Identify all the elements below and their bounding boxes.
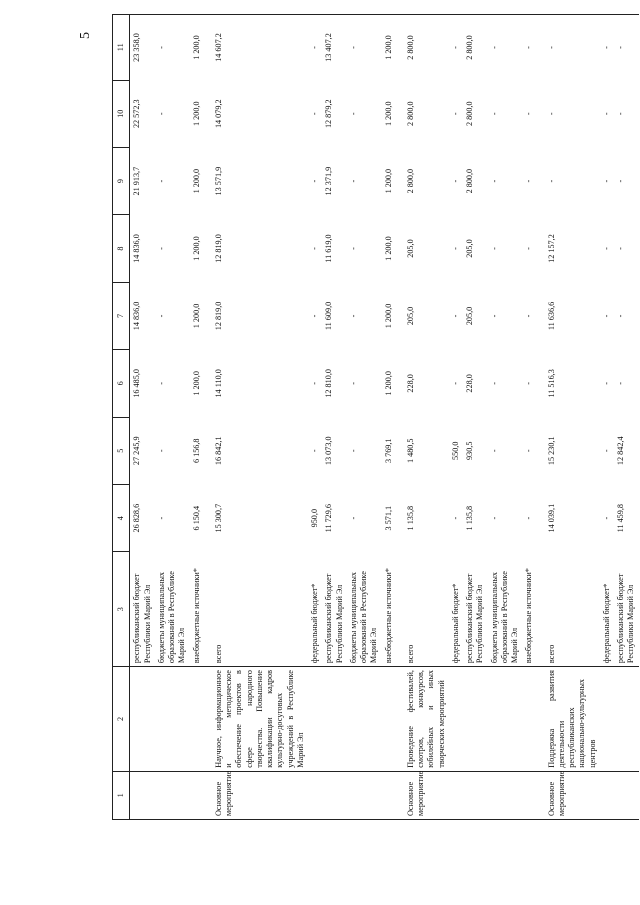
amount-cell: 1 200,0 <box>191 303 201 329</box>
header-cell: 6 <box>113 350 130 417</box>
table-row <box>614 15 639 820</box>
amount-cell: 1 135,8 <box>405 505 415 531</box>
amount-cell: 3 769,1 <box>383 438 393 464</box>
amount-cell: - <box>450 112 460 116</box>
amount-cell: - <box>524 516 534 520</box>
funding-source-cell: республиканский бюджет Республики Марий Эл <box>322 552 347 667</box>
amount-cell: 14 110,0 <box>213 369 223 398</box>
amount-cell: - <box>156 247 166 250</box>
funding-source-cell: бюджеты муниципальных образований в Республике Марий Эл <box>155 552 190 667</box>
amount-cell: - <box>308 15 322 81</box>
activity-type-cell: Основное мероприятие <box>204 771 308 819</box>
table-row <box>463 15 488 820</box>
amount-cell: 21 913,7 <box>132 166 142 196</box>
amount-cell: - <box>450 381 460 385</box>
funding-source-cell: республиканский бюджет Республики Марий Эл <box>463 552 488 667</box>
activity-name-cell <box>449 667 463 772</box>
activity-type-cell <box>614 771 639 819</box>
amount-cell: - <box>537 15 600 81</box>
activity-name-cell <box>190 667 204 772</box>
header-cell: 9 <box>113 147 130 214</box>
table-row <box>449 15 463 820</box>
amount-cell: 1 200,0 <box>382 15 396 81</box>
table-row <box>600 15 614 820</box>
amount-cell: - <box>348 516 358 520</box>
activity-name-cell <box>322 667 347 772</box>
activity-type-cell <box>488 771 523 819</box>
amount-cell: 1 200,0 <box>383 236 393 261</box>
amount-cell: 1 200,0 <box>383 371 393 396</box>
amount-cell: 550,0 <box>450 441 460 460</box>
table-row <box>537 15 600 820</box>
amount-cell: 205,0 <box>465 306 474 326</box>
table-row <box>382 15 396 820</box>
amount-cell: - <box>156 314 166 318</box>
funding-source-cell: внебюджетные источники* <box>190 552 204 667</box>
funding-source-cell: бюджеты муниципальных образований в Республике Марий Эл <box>347 552 382 667</box>
header-cell: 4 <box>113 484 130 551</box>
amount-cell: 12 879,2 <box>324 99 334 129</box>
amount-cell: 11 619,0 <box>324 234 334 263</box>
amount-cell: - <box>600 15 614 81</box>
amount-cell: - <box>616 179 625 183</box>
funding-source-cell: федеральный бюджет* <box>600 552 614 667</box>
amount-cell: - <box>524 247 534 250</box>
amount-cell: 6 156,8 <box>191 438 201 464</box>
amount-cell: - <box>616 247 625 250</box>
amount-cell: 930,5 <box>465 441 474 460</box>
amount-cell: - <box>488 15 523 81</box>
amount-cell: 11 459,8 <box>616 503 625 533</box>
amount-cell: - <box>489 112 499 116</box>
amount-cell: 205,0 <box>465 239 474 258</box>
amount-cell: 2 800,0 <box>463 15 488 81</box>
header-cell: 11 <box>113 15 130 81</box>
header-cell: 5 <box>113 417 130 484</box>
amount-cell: - <box>489 179 499 183</box>
amount-cell: - <box>524 179 534 183</box>
amount-cell: 14 836,0 <box>132 301 142 331</box>
amount-cell: 12 371,9 <box>324 166 334 196</box>
amount-cell: 1 200,0 <box>191 168 201 194</box>
table-row <box>204 15 308 820</box>
amount-cell: 2 800,0 <box>405 168 415 194</box>
amount-cell: - <box>450 516 460 520</box>
activity-type-cell <box>347 771 382 819</box>
amount-cell: 15 300,7 <box>213 503 223 533</box>
amount-cell: - <box>601 112 611 116</box>
table-row <box>190 15 204 820</box>
amount-cell: - <box>348 112 358 116</box>
amount-cell: 12 157,2 <box>546 234 556 263</box>
activity-type-cell <box>308 771 322 819</box>
funding-source-cell: федеральный бюджет* <box>449 552 463 667</box>
amount-cell: - <box>489 247 499 250</box>
amount-cell: - <box>348 314 358 318</box>
amount-cell: 1 200,0 <box>383 303 393 329</box>
amount-cell: - <box>450 314 460 318</box>
activity-type-cell <box>322 771 347 819</box>
amount-cell: 2 800,0 <box>396 15 449 81</box>
amount-cell: 14 039,1 <box>546 503 556 533</box>
amount-cell: 12 810,0 <box>324 369 334 398</box>
funding-source-cell: всего <box>396 552 449 667</box>
table-row <box>322 15 347 820</box>
amount-cell: 1 200,0 <box>191 101 201 126</box>
amount-cell: - <box>156 449 166 453</box>
header-cell: 1 <box>113 771 130 819</box>
activity-type-cell <box>449 771 463 819</box>
amount-cell: 16 485,0 <box>132 369 142 398</box>
activity-name-cell <box>382 667 396 772</box>
activity-type-cell <box>463 771 488 819</box>
amount-cell: 1 480,5 <box>405 438 415 464</box>
amount-cell: - <box>616 112 625 116</box>
amount-cell: - <box>489 314 499 318</box>
amount-cell: 13 571,9 <box>213 166 223 196</box>
amount-cell: 23 358,0 <box>130 15 155 81</box>
header-cell: 7 <box>113 282 130 349</box>
amount-cell: - <box>348 247 358 250</box>
activity-name-cell: Проведение фестивалей, смотров, конкурсов, юбилейных и иных творческих мероприятий <box>396 667 449 772</box>
amount-cell: 1 200,0 <box>383 168 393 194</box>
amount-cell: 950,0 <box>310 508 319 528</box>
activity-name-cell <box>488 667 523 772</box>
table-row <box>347 15 382 820</box>
amount-cell: - <box>310 112 319 116</box>
amount-cell: 14 607,2 <box>204 15 308 81</box>
amount-cell: 16 842,1 <box>213 436 223 466</box>
activity-type-cell <box>155 771 190 819</box>
amount-cell: 11 729,6 <box>324 503 334 533</box>
amount-cell: 14 836,0 <box>132 234 142 263</box>
amount-cell: - <box>489 381 499 385</box>
amount-cell: - <box>156 179 166 183</box>
activity-name-cell <box>308 667 322 772</box>
activity-type-cell <box>190 771 204 819</box>
amount-cell: 11 636,6 <box>546 301 556 331</box>
amount-cell: - <box>524 381 534 385</box>
amount-cell: 205,0 <box>405 306 415 326</box>
amount-cell: - <box>310 247 319 250</box>
funding-source-cell: всего <box>537 552 600 667</box>
amount-cell: - <box>156 516 166 520</box>
activity-name-cell <box>130 667 155 772</box>
amount-cell: - <box>614 15 639 81</box>
amount-cell: 11 516,3 <box>546 369 556 398</box>
funding-source-cell: республиканский бюджет Республики Марий Эл <box>614 552 639 667</box>
header-cell: 8 <box>113 215 130 282</box>
amount-cell: 14 079,2 <box>213 99 223 129</box>
table-row <box>130 15 155 820</box>
amount-cell: - <box>347 15 382 81</box>
activity-type-cell: Основное мероприятие <box>537 771 600 819</box>
amount-cell: - <box>524 112 534 116</box>
header-cell: 2 <box>113 667 130 772</box>
amount-cell: 2 800,0 <box>405 101 415 126</box>
activity-name-cell <box>463 667 488 772</box>
activity-name-cell <box>155 667 190 772</box>
amount-cell: - <box>616 314 625 318</box>
amount-cell: - <box>522 15 536 81</box>
activity-type-cell: Основное мероприятие <box>396 771 449 819</box>
amount-cell: 11 609,0 <box>324 301 334 331</box>
amount-cell: - <box>450 247 460 250</box>
amount-cell: - <box>601 381 611 385</box>
amount-cell: - <box>449 15 463 81</box>
amount-cell: 3 571,1 <box>383 505 393 531</box>
amount-cell: 12 819,0 <box>213 234 223 263</box>
amount-cell: - <box>546 112 556 116</box>
table-row <box>308 15 322 820</box>
amount-cell: 13 407,2 <box>322 15 347 81</box>
amount-cell: 13 073,0 <box>324 436 334 466</box>
activity-name-cell: Поддержка развития деятельности республиканских национально-культурных центров <box>537 667 600 772</box>
amount-cell: 27 245,9 <box>132 436 142 466</box>
amount-cell: 228,0 <box>465 374 474 393</box>
amount-cell: - <box>489 516 499 520</box>
funding-source-cell: внебюджетные источники* <box>382 552 396 667</box>
amount-cell: - <box>601 314 611 318</box>
amount-cell: - <box>310 314 319 318</box>
amount-cell: 1 135,8 <box>465 505 474 531</box>
activity-type-cell <box>522 771 536 819</box>
amount-cell: 22 572,3 <box>132 99 142 129</box>
amount-cell: 26 828,6 <box>132 503 142 533</box>
amount-cell: - <box>310 449 319 453</box>
amount-cell: - <box>524 449 534 453</box>
table-row <box>522 15 536 820</box>
amount-cell: 205,0 <box>405 239 415 258</box>
table-header-row <box>113 15 130 820</box>
table-row <box>488 15 523 820</box>
amount-cell: 1 200,0 <box>191 236 201 261</box>
amount-cell: 1 200,0 <box>190 15 204 81</box>
amount-cell: - <box>348 179 358 183</box>
amount-cell: - <box>546 179 556 183</box>
amount-cell: - <box>601 247 611 250</box>
amount-cell: 2 800,0 <box>465 101 474 126</box>
amount-cell: 1 200,0 <box>191 371 201 396</box>
activity-name-cell <box>600 667 614 772</box>
header-cell: 10 <box>113 80 130 147</box>
amount-cell: - <box>616 381 625 385</box>
amount-cell: 6 150,4 <box>191 505 201 531</box>
funding-source-cell: республиканский бюджет Республики Марий Эл <box>130 552 155 667</box>
activity-name-cell <box>347 667 382 772</box>
amount-cell: - <box>524 314 534 318</box>
amount-cell: 15 230,1 <box>546 436 556 466</box>
funding-source-cell: федеральный бюджет* <box>308 552 322 667</box>
activity-type-cell <box>600 771 614 819</box>
amount-cell: - <box>156 112 166 116</box>
activity-type-cell <box>382 771 396 819</box>
funding-source-cell: внебюджетные источники* <box>522 552 536 667</box>
funding-table <box>112 14 639 820</box>
table-row <box>155 15 190 820</box>
activity-type-cell <box>130 771 155 819</box>
amount-cell: - <box>156 381 166 385</box>
amount-cell: 12 842,4 <box>616 436 625 466</box>
amount-cell: - <box>601 449 611 453</box>
header-cell: 3 <box>113 552 130 667</box>
amount-cell: - <box>601 516 611 520</box>
amount-cell: - <box>601 179 611 183</box>
table-row <box>396 15 449 820</box>
amount-cell: - <box>155 15 190 81</box>
amount-cell: 228,0 <box>405 374 415 393</box>
amount-cell: 1 200,0 <box>383 101 393 126</box>
amount-cell: - <box>489 449 499 453</box>
activity-name-cell <box>614 667 639 772</box>
activity-name-cell: Научное, информационное и методическое обеспечение проектов в сфере народного творчества. Повышение квалификации кадров культурно-досуговых учреждений в Республике Марий Эл <box>204 667 308 772</box>
amount-cell: - <box>450 179 460 183</box>
amount-cell: - <box>310 381 319 385</box>
amount-cell: 12 819,0 <box>213 301 223 331</box>
amount-cell: 2 800,0 <box>465 168 474 194</box>
amount-cell: - <box>348 449 358 453</box>
funding-source-cell: всего <box>204 552 308 667</box>
funding-source-cell: бюджеты муниципальных образований в Республике Марий Эл <box>488 552 523 667</box>
activity-name-cell <box>522 667 536 772</box>
amount-cell: - <box>348 381 358 385</box>
page-number: 5 <box>78 32 93 39</box>
amount-cell: - <box>310 179 319 183</box>
